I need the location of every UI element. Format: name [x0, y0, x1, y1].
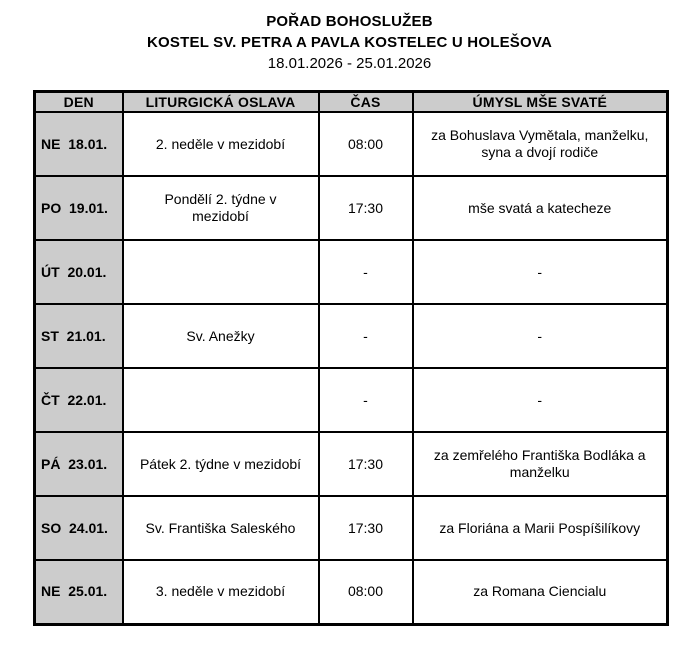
- table-row: [35, 112, 668, 176]
- schedule-table: [33, 90, 669, 626]
- table-row: [35, 240, 668, 304]
- day-cell: ÚT 20.01.: [35, 240, 123, 304]
- day-cell: ST 21.01.: [35, 304, 123, 368]
- celebration-cell: 2. neděle v mezidobí: [123, 112, 319, 176]
- intention-cell: za Floriána a Marii Pospíšilíkovy: [413, 496, 668, 560]
- time-cell: 17:30: [319, 496, 413, 560]
- celebration-cell: Pátek 2. týdne v mezidobí: [123, 432, 319, 496]
- celebration-cell: Pondělí 2. týdne v mezidobí: [123, 176, 319, 240]
- day-cell: PO 19.01.: [35, 176, 123, 240]
- column-header-oslava: LITURGICKÁ OSLAVA: [123, 92, 319, 113]
- day-cell: NE 18.01.: [35, 112, 123, 176]
- table-row: [35, 368, 668, 432]
- celebration-cell: 3. neděle v mezidobí: [123, 560, 319, 624]
- time-cell: 08:00: [319, 560, 413, 624]
- intention-cell: za Romana Ciencialu: [413, 560, 668, 624]
- column-header-den: DEN: [35, 92, 123, 113]
- table-row: [35, 560, 668, 624]
- celebration-cell: Sv. Františka Saleského: [123, 496, 319, 560]
- time-cell: -: [319, 304, 413, 368]
- celebration-cell: Sv. Anežky: [123, 304, 319, 368]
- time-cell: 17:30: [319, 176, 413, 240]
- page-title: POŘAD BOHOSLUŽEB: [266, 13, 433, 30]
- time-cell: -: [319, 368, 413, 432]
- day-cell: PÁ 23.01.: [35, 432, 123, 496]
- celebration-cell: [123, 368, 319, 432]
- table-row: [35, 432, 668, 496]
- column-header-cas: ČAS: [319, 92, 413, 113]
- intention-cell: -: [413, 368, 668, 432]
- table-row: [35, 176, 668, 240]
- time-cell: 17:30: [319, 432, 413, 496]
- time-cell: -: [319, 240, 413, 304]
- intention-cell: -: [413, 240, 668, 304]
- table-row: [35, 304, 668, 368]
- date-range: 18.01.2026 - 25.01.2026: [267, 55, 432, 72]
- time-cell: 08:00: [319, 112, 413, 176]
- page-subtitle: KOSTEL SV. PETRA A PAVLA KOSTELEC U HOLEŠOVA: [147, 34, 552, 51]
- day-cell: SO 24.01.: [35, 496, 123, 560]
- celebration-cell: [123, 240, 319, 304]
- intention-cell: mše svatá a katecheze: [413, 176, 668, 240]
- title-block: [33, 0, 666, 74]
- column-header-umysl: ÚMYSL MŠE SVATÉ: [413, 92, 668, 113]
- table-row: [35, 496, 668, 560]
- day-cell: ČT 22.01.: [35, 368, 123, 432]
- day-cell: NE 25.01.: [35, 560, 123, 624]
- intention-cell: za Bohuslava Vymětala, manželku, syna a dvojí rodiče: [413, 112, 668, 176]
- header-row: [35, 92, 668, 113]
- intention-cell: za zemřelého Františka Bodláka a manželku: [413, 432, 668, 496]
- intention-cell: -: [413, 304, 668, 368]
